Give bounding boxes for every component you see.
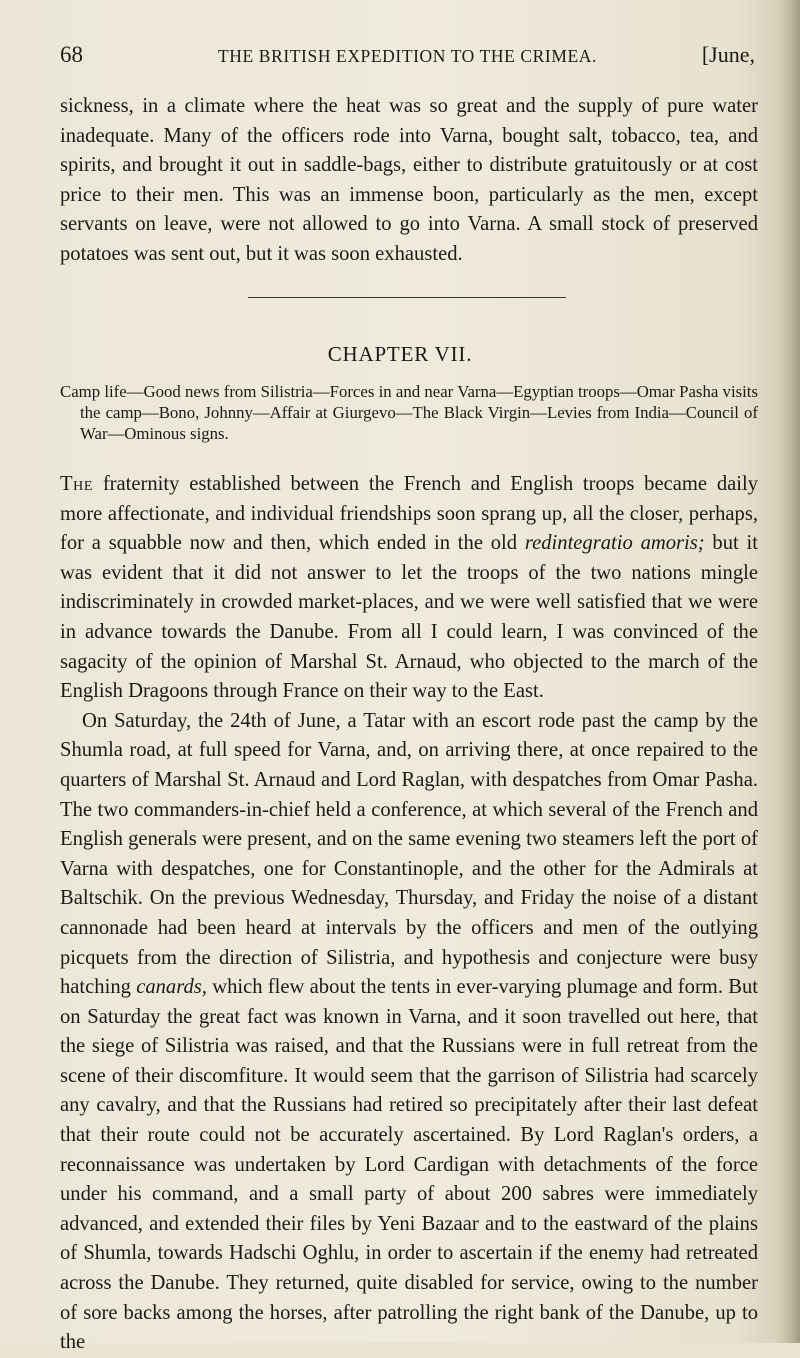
- chapter-paragraph-1: [60, 470, 758, 707]
- paragraph-1-italic: redintegratio amoris;: [524, 532, 705, 555]
- page-edge-shadow: [778, 0, 800, 1343]
- paragraph-1-text-b: but it was evident that it did not answer to let the troops of the two nations mingle indiscriminately in crowded market-places, and we were well satisfied that we were in advance towards the Danube. From all I could learn, I was convinced of the sagacity of the opinion of Marshal St. Arnaud, who objected to the march of the English Dragoons through France on their way to the East.: [60, 532, 758, 703]
- paragraph-2-text-b: which flew about the tents in ever-varying plumage and form. But on Saturday the great fact was known in Varna, and it soon travelled out here, that the siege of Silistria was raised, and that the Russians were in full retreat from the scene of their discomfiture. It would seem that the garrison of Silistria had scarcely any cavalry, and that the Russians had retired so precipitately after their last defeat that their route could not be accurately ascertained. By Lord Raglan's orders, a reconnaissance was undertaken by Lord Cardigan with detachments of the force under his command, and a small party of about 200 sabres were immediately advanced, and extended their files by Yeni Bazaar and to the eastward of the plains of Shumla, towards Hadschi Oghlu, in order to ascertain if the enemy had retreated across the Danube. They returned, quite disabled for service, owing to the number of sore backs among the horses, after patrolling the right bank of the Danube, up to the: [60, 976, 759, 1354]
- paragraph-opening-words: The: [60, 473, 94, 495]
- section-divider-rule: [248, 297, 566, 298]
- chapter-text-block: [60, 470, 758, 1358]
- opening-text-block: [60, 92, 758, 270]
- paragraph-2-text-a: On Saturday, the 24th of June, a Tatar with an escort rode past the camp by the Shumla road, at full speed for Varna, and, on arriving there, at once repaired to the quarters of Marshal St. Arnaud and Lord Raglan, with despatches from Omar Pasha. The two commanders-in-chief held a conference, at which several of the French and English generals were present, and on the same evening two steamers left the port of Varna with despatches, one for Constantinople, and the other for the Admirals at Baltschik. On the previous Wednesday, Thursday, and Friday the noise of a distant cannonade had been heard at intervals by the officers and men of the outlying picquets from the direction of Silistria, and hypothesis and conjecture were busy hatching: [60, 709, 758, 999]
- running-head-month: [June,: [701, 42, 755, 67]
- running-head-title: THE BRITISH EXPEDITION TO THE CRIMEA.: [218, 46, 597, 66]
- running-head: [60, 42, 755, 72]
- page-number: 68: [60, 42, 83, 67]
- paragraph-1-text-a: fraternity established between the French and English troops became daily more affectionate, and individual friendships soon sprang up, all the closer, perhaps, for a squabble now and then, which ended in the old: [60, 473, 758, 555]
- chapter-paragraph-2: [60, 707, 758, 1358]
- chapter-synopsis: Camp life—Good news from Silistria—Forces in and near Varna—Egyptian troops—Omar Pasha visits the camp—Bono, Johnny—Affair at Giurgevo—The Black Virgin—Levies from India—Council of War—Ominous signs.: [60, 382, 758, 443]
- paragraph-2-italic: canards,: [136, 976, 207, 999]
- opening-paragraph: sickness, in a climate where the heat was so great and the supply of pure water inadequate. Many of the officers rode into Varna, bought salt, tobacco, tea, and spirits, and brought it out in saddle-bags, either to distribute gratuitously or at cost price to their men. This was an immense boon, particularly as the men, except servants on leave, were not allowed to go into Varna. A small stock of preserved potatoes was sent out, but it was soon exhausted.: [60, 95, 758, 265]
- chapter-heading: CHAPTER VII.: [327, 342, 473, 366]
